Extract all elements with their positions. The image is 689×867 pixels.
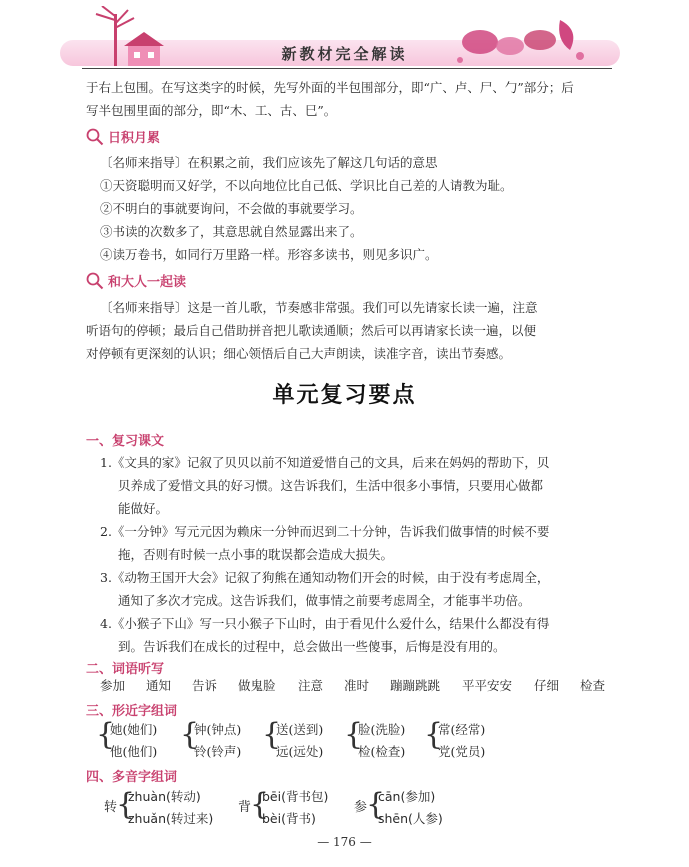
dictation-word: 蹦蹦跳跳 xyxy=(390,678,441,693)
review-item-line: 到。告诉我们在成长的过程中，总会做出一些傻事，后悔是没有用的。 xyxy=(118,639,506,654)
similar-char-word: 远(远处) xyxy=(276,744,324,759)
dictation-word: 准时 xyxy=(344,678,370,693)
brace-mark: { xyxy=(424,717,444,752)
similar-char-word: 常(经常) xyxy=(438,722,486,737)
header-title: 新教材完全解读 xyxy=(281,45,408,63)
dictation-word: 告诉 xyxy=(192,678,218,693)
polyphone-reading: bēi(背书包) xyxy=(262,789,329,804)
review-item-line: 3.《动物王国开大会》记叙了狗熊在通知动物们开会的时候，由于没有考虑周全， xyxy=(100,570,550,585)
section-title: 日积月累 xyxy=(108,131,161,146)
dictation-word: 做鬼脸 xyxy=(238,678,276,693)
brace-mark: { xyxy=(262,717,282,752)
polyphone-char: 转 xyxy=(104,800,118,815)
polyphone-reading: cān(参加) xyxy=(378,789,436,804)
review-item-line: 能做好。 xyxy=(118,501,169,516)
magnifier-icon xyxy=(86,272,104,290)
paragraph-line: 听语句的停顿；最后自己借助拼音把儿歌读通顺；然后可以再请家长读一遍，以便 xyxy=(86,323,537,338)
category-heading-similar: 三、形近字组词 xyxy=(86,704,178,719)
intro-line-1: 于右上包围。在写这类字的时候，先写外面的半包围部分，即“广、卢、尸、勹”部分；后 xyxy=(86,80,574,95)
similar-char-word: 脸(洗脸) xyxy=(358,722,406,737)
review-item-line: 1.《文具的家》记叙了贝贝以前不知道爱惜自己的文具，后来在妈妈的帮助下，贝 xyxy=(100,455,550,470)
similar-char-group xyxy=(358,719,405,763)
polyphone-reading: bèi(背书) xyxy=(262,811,316,826)
similar-char-group xyxy=(194,719,241,763)
polyphone-reading: shēn(人参) xyxy=(378,811,443,826)
review-item-line: 拖，否则有时候一点小事的耽误都会造成大损失。 xyxy=(118,547,394,562)
similar-char-group xyxy=(438,719,485,763)
magnifier-icon xyxy=(86,128,104,146)
review-item-line: 4.《小猴子下山》写一只小猴子下山时，由于看见什么爱什么，结果什么都没有得 xyxy=(100,616,550,631)
paragraph-line: 对停顿有更深刻的认识；细心领悟后自己大声朗读，读准字音，读出节奏感。 xyxy=(86,346,512,361)
dictation-word: 检查 xyxy=(580,678,606,693)
similar-char-group xyxy=(110,719,157,763)
polyphone-char: 背 xyxy=(238,800,252,815)
brace-mark: { xyxy=(366,787,386,822)
list-item: ③书读的次数多了，其意思就自然显露出来了。 xyxy=(100,224,363,239)
similar-char-word: 党(党员) xyxy=(438,744,486,759)
intro-line-2: 写半包围里面的部分，即“木、工、古、巳”。 xyxy=(86,103,337,118)
header-rule xyxy=(82,68,612,69)
category-heading-review: 一、复习课文 xyxy=(86,434,165,449)
review-item-line: 2.《一分钟》写元元因为赖床一分钟而迟到二十分钟，告诉我们做事情的时候不要 xyxy=(100,524,550,539)
guide-text: 〔名师来指导〕在积累之前，我们应该先了解这几句话的意思 xyxy=(100,155,438,170)
dictation-word: 通知 xyxy=(146,678,172,693)
dictation-word: 平平安安 xyxy=(462,678,513,693)
list-item: ②不明白的事就要询问，不会做的事就要学习。 xyxy=(100,201,363,216)
similar-char-word: 他(他们) xyxy=(110,744,158,759)
polyphone-group xyxy=(378,786,443,830)
brace-mark: { xyxy=(96,717,116,752)
similar-char-word: 铃(铃声) xyxy=(194,744,242,759)
section-heading-rijiyuelei xyxy=(86,127,160,146)
list-item: ①天资聪明而又好学，不以向地位比自己低、学识比自己差的人请教为耻。 xyxy=(100,178,513,193)
category-heading-polyphone: 四、多音字组词 xyxy=(86,770,178,785)
review-item-line: 贝养成了爱惜文具的好习惯。这告诉我们，生活中很多小事情，只要用心做都 xyxy=(118,478,544,493)
list-item: ④读万卷书，如同行万里路一样。形容多读书，则见多识广。 xyxy=(100,247,438,262)
brace-mark: { xyxy=(180,717,200,752)
polyphone-reading: zhuǎn(转过来) xyxy=(128,811,214,826)
category-heading-dictation: 二、词语听写 xyxy=(86,662,165,677)
similar-char-group xyxy=(276,719,323,763)
page-number: — 176 — xyxy=(317,835,372,849)
similar-char-word: 送(送到) xyxy=(276,722,324,737)
polyphone-group xyxy=(262,786,328,830)
polyphone-char: 参 xyxy=(354,800,368,815)
section-heading-dadu xyxy=(86,271,186,290)
dictation-words xyxy=(100,676,620,694)
polyphone-reading: zhuàn(转动) xyxy=(128,789,201,804)
section-title: 和大人一起读 xyxy=(108,275,187,290)
similar-char-word: 检(检查) xyxy=(358,744,406,759)
page-header xyxy=(0,0,689,72)
similar-char-word: 钟(钟点) xyxy=(194,722,242,737)
dictation-word: 仔细 xyxy=(534,678,560,693)
brace-mark: { xyxy=(250,787,270,822)
review-item-line: 通知了多次才完成。这告诉我们，做事情之前要考虑周全，才能事半功倍。 xyxy=(118,593,531,608)
dictation-word: 参加 xyxy=(100,678,126,693)
polyphone-group xyxy=(128,786,213,830)
dictation-word: 注意 xyxy=(298,678,324,693)
unit-title: 单元复习要点 xyxy=(272,382,417,408)
similar-char-word: 她(她们) xyxy=(110,722,158,737)
paragraph-line: 〔名师来指导〕这是一首儿歌，节奏感非常强。我们可以先请家长读一遍，注意 xyxy=(100,300,538,315)
brace-mark: { xyxy=(344,717,364,752)
brace-mark: { xyxy=(116,787,136,822)
